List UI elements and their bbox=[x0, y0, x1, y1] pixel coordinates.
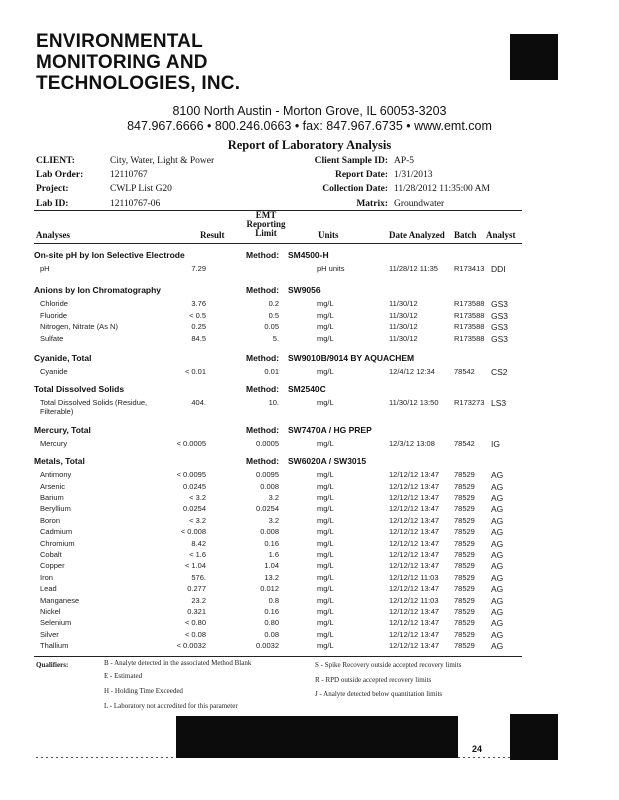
batch-cell: R173588 bbox=[454, 310, 485, 320]
project-label: Project: bbox=[36, 184, 69, 194]
analyst-cell: AG bbox=[491, 629, 504, 640]
footer-dots-right bbox=[458, 757, 510, 758]
units-cell: mg/L bbox=[317, 398, 334, 408]
result-cell: < 3.2 bbox=[189, 515, 206, 525]
batch-cell: R173588 bbox=[454, 333, 485, 343]
analyst-cell: AG bbox=[491, 504, 504, 515]
analyte-cell: Selenium bbox=[40, 618, 72, 628]
units-cell: mg/L bbox=[317, 561, 334, 571]
units-cell: mg/L bbox=[317, 629, 334, 639]
page-number: 24 bbox=[472, 744, 483, 754]
company-line2: MONITORING AND bbox=[36, 52, 208, 73]
company-line1: ENVIRONMENTAL bbox=[36, 31, 203, 52]
units-cell: mg/L bbox=[317, 607, 334, 616]
reporting-limit-cell: 3.2 bbox=[268, 515, 279, 525]
analyte-cell: Mercury bbox=[40, 438, 68, 448]
reporting-limit-cell: 0.2 bbox=[268, 299, 279, 309]
col-analyses: Analyses bbox=[36, 230, 71, 240]
method-label: Method: bbox=[246, 285, 280, 296]
analyte-cell: Cyanide bbox=[40, 367, 68, 376]
batch-cell: 78529 bbox=[454, 504, 475, 514]
result-cell: < 0.0032 bbox=[176, 641, 206, 651]
units-cell: mg/L bbox=[317, 572, 334, 582]
batch-cell: 78529 bbox=[454, 572, 475, 582]
batch-cell: R173588 bbox=[454, 322, 485, 332]
lab-order-label: Lab Order: bbox=[36, 170, 84, 180]
batch-cell: 78529 bbox=[454, 470, 475, 480]
units-cell: mg/L bbox=[317, 481, 334, 491]
collection-date-label: Collection Date: bbox=[322, 184, 388, 194]
analyte-cell: Lead bbox=[40, 584, 57, 594]
date-analyzed-cell: 12/12/12 13:47 bbox=[389, 515, 440, 525]
batch-cell: R173588 bbox=[454, 299, 485, 309]
company-line3: TECHNOLOGIES, INC. bbox=[36, 73, 241, 94]
analyst-cell: AG bbox=[491, 584, 504, 595]
reporting-limit-cell: 0.008 bbox=[260, 527, 279, 537]
analyte-cell: Chromium bbox=[40, 538, 75, 548]
report-date-label: Report Date: bbox=[334, 170, 388, 180]
analyte-cell: Copper bbox=[40, 561, 65, 571]
analyst-cell: GS3 bbox=[491, 333, 509, 344]
analyte-cell: Cobalt bbox=[40, 550, 62, 559]
analyte-cell: Chloride bbox=[40, 299, 68, 309]
date-analyzed-cell: 12/12/12 13:47 bbox=[389, 641, 440, 651]
analyst-cell: GS3 bbox=[491, 299, 509, 310]
batch-cell: 78529 bbox=[454, 550, 475, 559]
analyte-cell: pH bbox=[40, 264, 50, 273]
method-value: SW7470A / HG PREP bbox=[288, 424, 372, 435]
section-header bbox=[34, 250, 524, 262]
sample-id-value: AP-5 bbox=[394, 156, 415, 166]
batch-cell: 78529 bbox=[454, 641, 475, 651]
analyte-cell: Beryllium bbox=[40, 504, 71, 514]
batch-cell: 78529 bbox=[454, 561, 475, 571]
matrix-value: Groundwater bbox=[394, 199, 445, 209]
units-cell: mg/L bbox=[317, 299, 334, 309]
analyte-cell: Silver bbox=[40, 629, 59, 639]
method-value: SW9056 bbox=[288, 285, 321, 296]
address-line2: 847.967.6666 • 800.246.0663 • fax: 847.967.6735 • www.emt.com bbox=[127, 119, 492, 133]
analyte-cell: Manganese bbox=[40, 595, 80, 605]
units-cell: mg/L bbox=[317, 618, 334, 628]
method-value: SW6020A / SW3015 bbox=[288, 456, 367, 467]
reporting-limit-cell: 0.16 bbox=[264, 607, 279, 616]
client-value: City, Water, Light & Power bbox=[110, 156, 215, 166]
result-cell: 576. bbox=[191, 572, 206, 582]
analyst-cell: GS3 bbox=[491, 310, 509, 321]
analyst-cell: AG bbox=[491, 538, 504, 549]
units-cell: mg/L bbox=[317, 584, 334, 594]
analyst-cell: AG bbox=[491, 618, 504, 629]
result-cell: 0.321 bbox=[187, 607, 206, 616]
section-header bbox=[34, 285, 524, 297]
reporting-limit-cell: 0.5 bbox=[268, 310, 279, 320]
col-batch: Batch bbox=[454, 230, 477, 240]
date-analyzed-cell: 12/12/12 13:47 bbox=[389, 527, 440, 537]
analyst-cell: AG bbox=[491, 561, 504, 572]
units-cell: mg/L bbox=[317, 504, 334, 514]
reporting-limit-cell: 0.08 bbox=[264, 629, 279, 639]
section-name: Cyanide, Total bbox=[34, 353, 92, 363]
result-cell: < 0.08 bbox=[184, 629, 206, 639]
analyst-cell: GS3 bbox=[491, 322, 509, 333]
result-cell: < 0.01 bbox=[184, 367, 206, 376]
section-name: Mercury, Total bbox=[34, 424, 91, 435]
batch-cell: 78529 bbox=[454, 527, 475, 537]
analyst-cell: AG bbox=[491, 641, 504, 652]
analyte-cell: Nickel bbox=[40, 607, 61, 616]
analyst-cell: LS3 bbox=[491, 398, 507, 409]
date-analyzed-cell: 11/30/12 bbox=[389, 333, 418, 343]
method-value: SM2540C bbox=[288, 384, 326, 395]
col-rl-line2: Reporting bbox=[246, 219, 286, 229]
date-analyzed-cell: 11/30/12 bbox=[389, 322, 418, 332]
qualifier-e: E - Estimated bbox=[104, 672, 143, 680]
analyte-cell: Boron bbox=[40, 515, 61, 525]
report-title: Report of Laboratory Analysis bbox=[227, 138, 392, 152]
analyte-cell: Antimony bbox=[40, 470, 72, 480]
units-cell: mg/L bbox=[317, 438, 334, 448]
date-analyzed-cell: 12/3/12 13:08 bbox=[389, 438, 435, 448]
units-cell: mg/L bbox=[317, 527, 334, 537]
result-cell: 3.76 bbox=[191, 299, 206, 309]
analyte-cell: Fluoride bbox=[40, 310, 68, 320]
batch-cell: 78529 bbox=[454, 481, 475, 491]
units-cell: mg/L bbox=[317, 538, 334, 548]
footer-dots-left bbox=[36, 757, 176, 758]
result-cell: 23.2 bbox=[191, 595, 206, 605]
analyst-cell: DDI bbox=[491, 264, 506, 274]
analyst-cell: AG bbox=[491, 572, 504, 583]
result-cell: < 1.04 bbox=[184, 561, 206, 571]
batch-cell: R173273 bbox=[454, 398, 485, 408]
analyst-cell: AG bbox=[491, 595, 504, 606]
result-cell: 84.5 bbox=[191, 333, 206, 343]
reporting-limit-cell: 0.01 bbox=[264, 367, 279, 376]
lab-id-value: 12110767-06 bbox=[110, 199, 161, 209]
method-label: Method: bbox=[246, 353, 280, 363]
batch-cell: 78529 bbox=[454, 595, 475, 605]
analyte-cell: Sulfate bbox=[40, 333, 64, 343]
date-analyzed-cell: 12/12/12 13:47 bbox=[389, 481, 440, 491]
units-cell: mg/L bbox=[317, 641, 334, 651]
lab-order-value: 12110767 bbox=[110, 170, 148, 180]
analyte-cell: Thallium bbox=[40, 641, 69, 651]
batch-cell: 78529 bbox=[454, 493, 475, 502]
date-analyzed-cell: 12/4/12 12:34 bbox=[389, 367, 435, 376]
units-cell: pH units bbox=[317, 264, 345, 273]
section-header bbox=[34, 353, 524, 365]
method-label: Method: bbox=[246, 384, 280, 395]
analyte-cell: Arsenic bbox=[40, 481, 66, 491]
result-cell: 0.0245 bbox=[183, 481, 206, 491]
qualifier-r: R - RPD outside accepted recovery limits bbox=[315, 676, 432, 684]
date-analyzed-cell: 12/12/12 13:47 bbox=[389, 470, 440, 480]
collection-date-value: 11/28/2012 11:35:00 AM bbox=[394, 184, 490, 194]
date-analyzed-cell: 12/12/12 13:47 bbox=[389, 584, 440, 594]
analyst-cell: AG bbox=[491, 481, 504, 492]
reporting-limit-cell: 0.012 bbox=[260, 584, 279, 594]
redaction-box-footer bbox=[176, 716, 458, 758]
col-date: Date Analyzed bbox=[389, 230, 445, 240]
section-header bbox=[34, 384, 524, 396]
method-value: SW9010B/9014 BY AQUACHEM bbox=[288, 353, 415, 363]
reporting-limit-cell: 1.6 bbox=[268, 550, 279, 559]
section-header bbox=[34, 425, 524, 437]
analyst-cell: AG bbox=[491, 527, 504, 538]
reporting-limit-cell: 13.2 bbox=[264, 572, 279, 582]
date-analyzed-cell: 12/12/12 13:47 bbox=[389, 561, 440, 571]
client-label: CLIENT: bbox=[36, 156, 75, 166]
analyst-cell: AG bbox=[491, 550, 504, 560]
method-label: Method: bbox=[246, 424, 280, 435]
analyst-cell: AG bbox=[491, 607, 504, 617]
units-cell: mg/L bbox=[317, 515, 334, 525]
section-header bbox=[34, 456, 524, 468]
section-name: On-site pH by Ion Selective Electrode bbox=[34, 250, 185, 260]
date-analyzed-cell: 11/30/12 bbox=[389, 310, 418, 320]
date-analyzed-cell: 11/30/12 bbox=[389, 299, 418, 309]
matrix-label: Matrix: bbox=[356, 199, 388, 209]
analyte-cell: Cadmium bbox=[40, 527, 73, 537]
reporting-limit-cell: 10. bbox=[268, 398, 279, 408]
batch-cell: R173413 bbox=[454, 264, 485, 273]
date-analyzed-cell: 12/12/12 13:47 bbox=[389, 550, 440, 559]
section-name: Anions by Ion Chromatography bbox=[34, 285, 162, 296]
analyte-cell: Total Dissolved Solids (Residue, Filterable) bbox=[40, 398, 148, 417]
date-analyzed-cell: 12/12/12 13:47 bbox=[389, 538, 440, 548]
analyte-cell: Iron bbox=[40, 572, 53, 582]
project-value: CWLP List G20 bbox=[110, 184, 172, 194]
qualifier-s: S - Spike Recovery outside accepted recovery limits bbox=[315, 661, 462, 669]
redaction-box-corner bbox=[510, 714, 558, 760]
reporting-limit-cell: 5. bbox=[272, 333, 279, 343]
qualifier-b: B - Analyte detected in the associated Method Blank bbox=[104, 659, 252, 667]
date-analyzed-cell: 11/28/12 11:35 bbox=[389, 264, 438, 273]
col-analyst: Analyst bbox=[486, 230, 516, 240]
analyst-cell: AG bbox=[491, 493, 504, 503]
date-analyzed-cell: 12/12/12 11:03 bbox=[389, 572, 439, 582]
analyst-cell: AG bbox=[491, 470, 504, 481]
batch-cell: 78529 bbox=[454, 629, 475, 639]
batch-cell: 78529 bbox=[454, 515, 475, 525]
result-cell: 404. bbox=[191, 398, 206, 408]
reporting-limit-cell: 3.2 bbox=[268, 493, 279, 502]
analyst-cell: AG bbox=[491, 515, 504, 526]
result-cell: 0.25 bbox=[191, 322, 206, 332]
date-analyzed-cell: 12/12/12 13:47 bbox=[389, 618, 440, 628]
col-rl-line3: Limit bbox=[255, 228, 277, 238]
qualifiers-label: Qualifiers: bbox=[36, 661, 69, 669]
batch-cell: 78529 bbox=[454, 584, 475, 594]
batch-cell: 78529 bbox=[454, 607, 475, 616]
analyst-cell: CS2 bbox=[491, 367, 508, 377]
units-cell: mg/L bbox=[317, 493, 334, 502]
batch-cell: 78542 bbox=[454, 367, 475, 376]
reporting-limit-cell: 0.008 bbox=[260, 481, 279, 491]
section-name: Metals, Total bbox=[34, 456, 85, 467]
qualifier-h: H - Holding Time Exceeded bbox=[104, 687, 183, 695]
units-cell: mg/L bbox=[317, 595, 334, 605]
units-cell: mg/L bbox=[317, 322, 334, 332]
reporting-limit-cell: 0.05 bbox=[264, 322, 279, 332]
redaction-box-top bbox=[510, 34, 558, 80]
result-cell: 7.29 bbox=[191, 264, 206, 273]
result-cell: < 0.0005 bbox=[176, 438, 206, 448]
section-name: Total Dissolved Solids bbox=[34, 384, 125, 395]
batch-cell: 78529 bbox=[454, 618, 475, 628]
analyte-cell: Nitrogen, Nitrate (As N) bbox=[40, 322, 118, 332]
reporting-limit-cell: 0.0254 bbox=[256, 504, 279, 514]
date-analyzed-cell: 12/12/12 13:47 bbox=[389, 504, 440, 514]
reporting-limit-cell: 0.0095 bbox=[256, 470, 279, 480]
batch-cell: 78529 bbox=[454, 538, 475, 548]
sample-id-label: Client Sample ID: bbox=[314, 156, 388, 166]
col-units: Units bbox=[318, 230, 339, 240]
result-cell: < 0.0095 bbox=[176, 470, 206, 480]
result-cell: 0.0254 bbox=[183, 504, 206, 514]
rule-bottom bbox=[34, 656, 522, 657]
reporting-limit-cell: 0.0005 bbox=[256, 438, 279, 448]
reporting-limit-cell: 0.8 bbox=[268, 595, 279, 605]
col-reporting-limit bbox=[238, 211, 294, 238]
date-analyzed-cell: 12/12/12 13:47 bbox=[389, 629, 440, 639]
result-cell: 8.42 bbox=[191, 538, 206, 548]
reporting-limit-cell: 0.0032 bbox=[256, 641, 279, 651]
result-cell: < 0.5 bbox=[189, 310, 206, 320]
qualifier-l: L - Laboratory not accredited for this parameter bbox=[104, 702, 238, 710]
units-cell: mg/L bbox=[317, 333, 334, 343]
result-cell: 0.277 bbox=[187, 584, 206, 594]
result-cell: < 0.80 bbox=[184, 618, 206, 628]
rule-header bbox=[34, 243, 522, 244]
reporting-limit-cell: 1.04 bbox=[264, 561, 279, 571]
report-date-value: 1/31/2013 bbox=[394, 170, 433, 180]
company-name bbox=[36, 31, 240, 94]
analyst-cell: IG bbox=[491, 438, 500, 449]
units-cell: mg/L bbox=[317, 310, 334, 320]
date-analyzed-cell: 12/12/12 13:47 bbox=[389, 607, 440, 616]
date-analyzed-cell: 12/12/12 13:47 bbox=[389, 493, 440, 502]
date-analyzed-cell: 11/30/12 13:50 bbox=[389, 398, 439, 408]
units-cell: mg/L bbox=[317, 367, 334, 376]
units-cell: mg/L bbox=[317, 470, 334, 480]
result-cell: < 3.2 bbox=[189, 493, 206, 502]
method-value: SM4500-H bbox=[288, 250, 329, 260]
reporting-limit-cell: 0.16 bbox=[264, 538, 279, 548]
method-label: Method: bbox=[246, 250, 280, 260]
lab-id-label: Lab ID: bbox=[36, 199, 69, 209]
method-label: Method: bbox=[246, 456, 280, 467]
result-cell: < 0.008 bbox=[180, 527, 206, 537]
qualifier-j: J - Analyte detected below quantitation limits bbox=[315, 690, 443, 698]
reporting-limit-cell: 0.80 bbox=[264, 618, 279, 628]
units-cell: mg/L bbox=[317, 550, 334, 559]
date-analyzed-cell: 12/12/12 11:03 bbox=[389, 595, 439, 605]
col-result: Result bbox=[200, 230, 225, 240]
result-cell: < 1.6 bbox=[189, 550, 206, 559]
analyte-cell: Barium bbox=[40, 493, 64, 502]
col-rl-line1: EMT bbox=[255, 210, 277, 220]
batch-cell: 78542 bbox=[454, 438, 475, 448]
address-line1: 8100 North Austin - Morton Grove, IL 60053-3203 bbox=[172, 104, 447, 118]
